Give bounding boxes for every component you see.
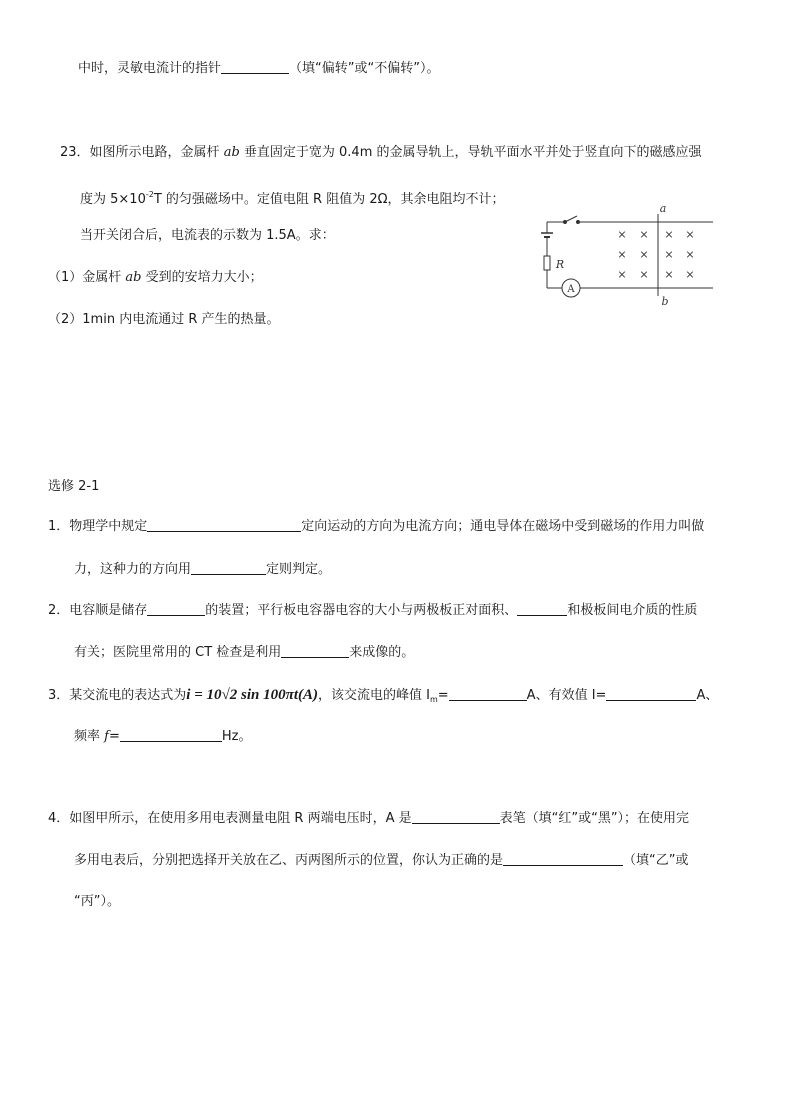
field-x-mark: × — [617, 268, 627, 281]
field-x-mark: × — [685, 228, 695, 241]
answer-blank[interactable] — [606, 687, 696, 701]
answer-blank[interactable] — [503, 852, 623, 866]
q23-line-2: 度为 $5\times 10^{-2}T$ 的匀强磁场中。定值电阻 R 阻值为 2Ω，其余电阻均不计； — [80, 190, 505, 207]
q4-line-3: “丙”）。 — [74, 894, 120, 909]
question-number: 2． — [48, 603, 70, 618]
q1-line-1: 1．物理学中规定 定向运动的方向为电流方向；通电导体在磁场中受到磁场的作用力叫做 — [48, 519, 705, 534]
q4-line-2: 多用电表后，分别把选择开关放在乙、丙两图所示的位置，你认为正确的是 （填“乙”或 — [74, 853, 689, 868]
q4-line-1: 4．如图甲所示，在使用多用电表测量电阻 R 两端电压时，A 是 表笔（填“红”或“黑”）；在使用完 — [48, 811, 690, 826]
q22-tail-line: 中时，灵敏电流计的指针 （填“偏转”或“不偏转”）。 — [78, 61, 440, 76]
answer-blank[interactable] — [281, 644, 349, 658]
question-number: 23． — [60, 145, 90, 160]
answer-blank[interactable] — [221, 60, 289, 74]
answer-blank[interactable] — [147, 518, 301, 532]
q23-line-3: 当开关闭合后，电流表的示数为 1.5A。求： — [80, 228, 335, 243]
field-x-mark: × — [639, 248, 649, 261]
field-x-mark: × — [664, 268, 674, 281]
q1-line-2: 力，这种力的方向用 定则判定。 — [74, 562, 332, 577]
ac-current-formula: i = 10√2 sin 100πt(A) — [186, 687, 318, 703]
circuit-diagram — [530, 200, 720, 310]
resistor-symbol — [544, 256, 550, 270]
section-title: 选修 2-1 — [48, 479, 100, 494]
field-x-mark: × — [685, 268, 695, 281]
q3-line-2: 频率 f= Hz。 — [74, 729, 252, 744]
answer-blank[interactable] — [191, 561, 266, 575]
field-x-mark: × — [617, 248, 627, 261]
question-number: 3． — [48, 688, 70, 703]
q23-line-1: 23．如图所示电路，金属杆 ab 垂直固定于宽为 0.4m 的金属导轨上，导轨平面水平并处于竖直向下的磁感应强 — [60, 145, 702, 160]
label-a: a — [659, 202, 667, 215]
answer-blank[interactable] — [120, 728, 222, 742]
answer-blank[interactable] — [517, 602, 567, 616]
field-x-mark: × — [685, 248, 695, 261]
answer-blank[interactable] — [449, 687, 527, 701]
field-x-mark: × — [639, 268, 649, 281]
field-x-mark: × — [664, 228, 674, 241]
q2-line-1: 2．电容顺是储存 的装置；平行板电容器电容的大小与两极板正对面积、 和极板间电介质的性质 — [48, 603, 698, 618]
answer-blank[interactable] — [412, 810, 500, 824]
field-x-mark: × — [639, 228, 649, 241]
label-A: A — [567, 284, 575, 295]
switch-blade — [565, 216, 577, 222]
field-x-mark: × — [617, 228, 627, 241]
q2-line-2: 有关；医院里常用的 CT 检查是利用 来成像的。 — [74, 645, 415, 660]
question-number: 1． — [48, 519, 70, 534]
label-b: b — [661, 295, 669, 308]
label-R: R — [555, 258, 565, 271]
field-x-mark: × — [664, 248, 674, 261]
q3-line-1: 3．某交流电的表达式为i = 10√2 sin 100πt(A)，该交流电的峰值 $I_m= A$、有效值 I= A、 — [48, 687, 719, 704]
answer-blank[interactable] — [147, 602, 205, 616]
q23-subquestion-1: （1）金属杆 ab 受到的安培力大小； — [48, 270, 263, 285]
q23-subquestion-2: （2）1min 内电流通过 R 产生的热量。 — [48, 312, 280, 327]
question-number: 4． — [48, 811, 70, 826]
